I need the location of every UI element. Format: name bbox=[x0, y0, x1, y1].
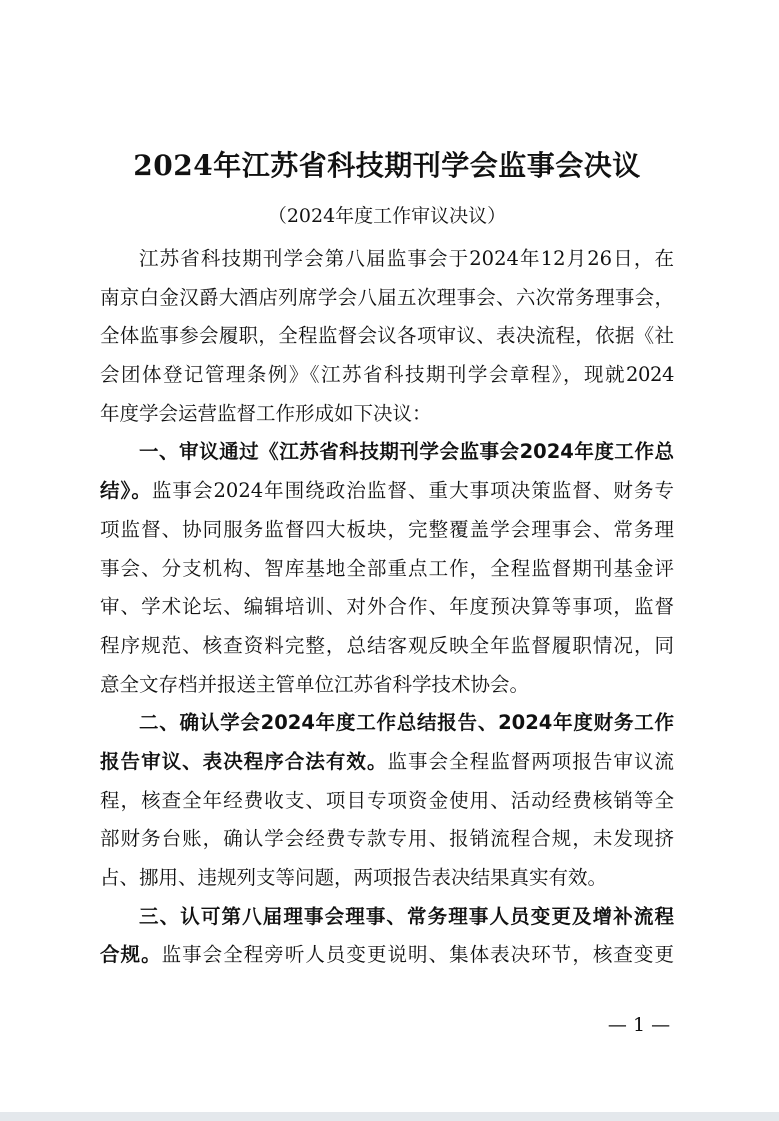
document-title: 2024年江苏省科技期刊学会监事会决议 bbox=[133, 149, 641, 182]
body-line: 程，核查全年经费收支、项目专项资金使用、活动经费核销等全 bbox=[100, 788, 674, 812]
body-line: 项监督、协同服务监督四大板块，完整覆盖学会理事会、常务理 bbox=[100, 517, 674, 541]
resolution-heading-2-tail: 报告审议、表决程序合法有效。 bbox=[100, 749, 388, 773]
resolution-heading-1: 一、审议通过《江苏省科技期刊学会监事会2024年度工作总 bbox=[139, 440, 674, 464]
document-subtitle: （2024年度工作审议决议） bbox=[267, 205, 507, 227]
body-line: 审、学术论坛、编辑培训、对外合作、年度预决算等事项，监督 bbox=[100, 595, 674, 619]
body-text: 监事会全程旁听人员变更说明、集体表决环节，核查变更 bbox=[161, 943, 674, 967]
body-line: 全体监事参会履职，全程监督会议各项审议、表决流程，依据《社 bbox=[100, 324, 674, 348]
body-line bbox=[100, 472, 674, 511]
body-line: 会团体登记管理条例》《江苏省科技期刊学会章程》，现就2024 bbox=[100, 363, 674, 387]
body-line: 程序规范、核查资料完整，总结客观反映全年监督履职情况，同 bbox=[100, 633, 674, 657]
body-line: 部财务台账，确认学会经费专款专用、报销流程合规，未发现挤 bbox=[100, 827, 674, 851]
body-text: 监事会2024年围绕政治监督、重大事项决策监督、财务专 bbox=[151, 479, 674, 503]
body-line: 南京白金汉爵大酒店列席学会八届五次理事会、六次常务理事会， bbox=[100, 285, 674, 309]
body-line: 意全文存档并报送主管单位江苏省科学技术协会。 bbox=[100, 672, 530, 696]
resolution-heading-1-tail: 结》。 bbox=[100, 479, 152, 503]
document-body bbox=[100, 240, 674, 975]
page-number: — 1 — bbox=[607, 1014, 671, 1036]
body-text: 监事会全程监督两项报告审议流 bbox=[387, 749, 674, 773]
resolution-heading-2: 二、确认学会2024年度工作总结报告、2024年度财务工作 bbox=[139, 711, 674, 735]
body-line: 江苏省科技期刊学会第八届监事会于2024年12月26日，在 bbox=[139, 247, 674, 270]
body-line: 占、挪用、违规列支等问题，两项报告表决结果真实有效。 bbox=[100, 866, 608, 889]
body-line bbox=[100, 936, 674, 975]
resolution-heading-3: 三、认可第八届理事会理事、常务理事人员变更及增补流程 bbox=[139, 904, 674, 928]
body-line: 事会、分支机构、智库基地全部重点工作，全程监督期刊基金评 bbox=[100, 556, 674, 580]
body-line: 年度学会运营监督工作形成如下决议： bbox=[100, 401, 432, 425]
body-line bbox=[100, 743, 674, 782]
viewer-bottom-edge bbox=[0, 1112, 779, 1121]
resolution-heading-3-tail: 合规。 bbox=[100, 943, 162, 967]
